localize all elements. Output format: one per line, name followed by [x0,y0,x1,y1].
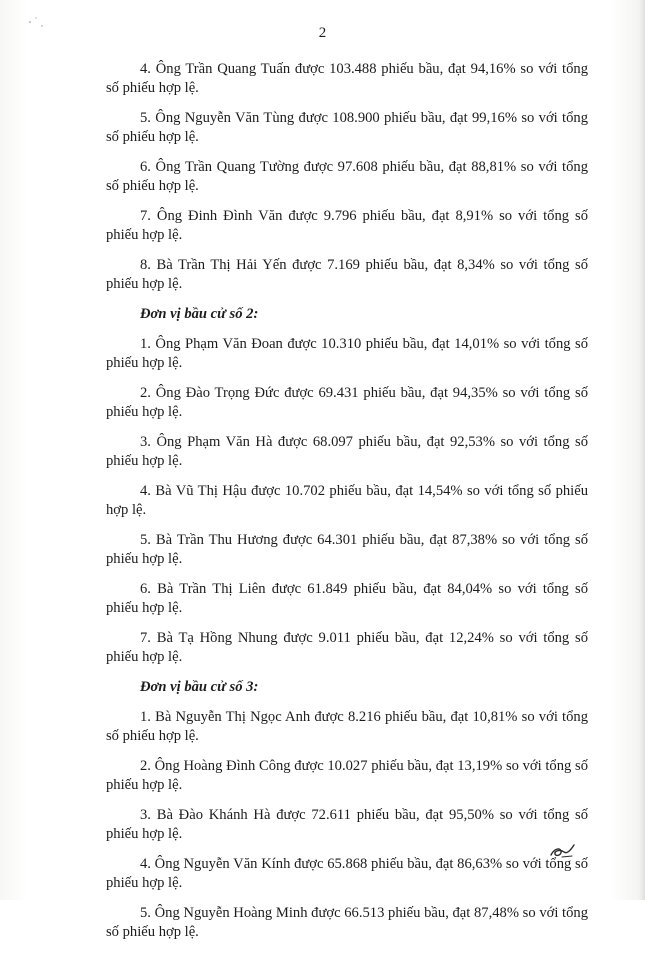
candidate-entry: 8. Bà Trần Thị Hải Yến được 7.169 phiếu bầu, đạt 8,34% so với tổng số phiếu hợp lệ. [106,257,588,292]
section-heading-unit-2: Đơn vị bầu cử số 2: [140,306,259,322]
candidate-entry: 1. Bà Nguyễn Thị Ngọc Anh được 8.216 phiếu bầu, đạt 10,81% so với tổng số phiếu hợp lệ. [106,709,588,744]
candidate-entry: 3. Bà Đào Khánh Hà được 72.611 phiếu bầu, đạt 95,50% so với tổng số phiếu hợp lệ. [106,807,588,842]
candidate-entry: 6. Ông Trần Quang Tường được 97.608 phiếu bầu, đạt 88,81% so với tổng số phiếu hợp lệ. [106,159,588,194]
document-body [106,60,588,953]
page-number: 2 [318,25,327,41]
candidate-entry: 4. Ông Nguyễn Văn Kính được 65.868 phiếu bầu, đạt 86,63% so với tổng số phiếu hợp lệ. [106,856,588,891]
candidate-entry: 3. Ông Phạm Văn Hà được 68.097 phiếu bầu, đạt 92,53% so với tổng số phiếu hợp lệ. [106,434,588,469]
candidate-entry: 6. Bà Trần Thị Liên được 61.849 phiếu bầu, đạt 84,04% so với tổng số phiếu hợp lệ. [106,581,588,616]
section-heading-unit-3: Đơn vị bầu cử số 3: [140,679,259,695]
candidate-entry: 7. Ông Đinh Đình Văn được 9.796 phiếu bầu, đạt 8,91% so với tổng số phiếu hợp lệ. [106,208,588,243]
candidate-entry: 4. Bà Vũ Thị Hậu được 10.702 phiếu bầu, đạt 14,54% so với tổng số phiếu hợp lệ. [106,483,588,518]
handwritten-initial-mark [548,840,578,862]
candidate-entry: 2. Ông Đào Trọng Đức được 69.431 phiếu bầu, đạt 94,35% so với tổng số phiếu hợp lệ. [106,385,588,420]
candidate-entry: 5. Ông Nguyễn Hoàng Minh được 66.513 phiếu bầu, đạt 87,48% so với tổng số phiếu hợp lệ. [106,905,588,940]
candidate-entry: 1. Ông Phạm Văn Đoan được 10.310 phiếu bầu, đạt 14,01% so với tổng số phiếu hợp lệ. [106,336,588,371]
candidate-entry: 2. Ông Hoàng Đình Công được 10.027 phiếu bầu, đạt 13,19% so với tổng số phiếu hợp lệ. [106,758,588,793]
candidate-entry: 7. Bà Tạ Hồng Nhung được 9.011 phiếu bầu, đạt 12,24% so với tổng số phiếu hợp lệ. [106,630,588,665]
candidate-entry: 5. Bà Trần Thu Hương được 64.301 phiếu bầu, đạt 87,38% so với tổng số phiếu hợp lệ. [106,532,588,567]
candidate-entry: 5. Ông Nguyễn Văn Tùng được 108.900 phiếu bầu, đạt 99,16% so với tổng số phiếu hợp lệ. [106,110,588,145]
page-edge-shadow [639,0,645,900]
candidate-entry: 4. Ông Trần Quang Tuấn được 103.488 phiếu bầu, đạt 94,16% so với tổng số phiếu hợp lệ. [106,61,588,96]
